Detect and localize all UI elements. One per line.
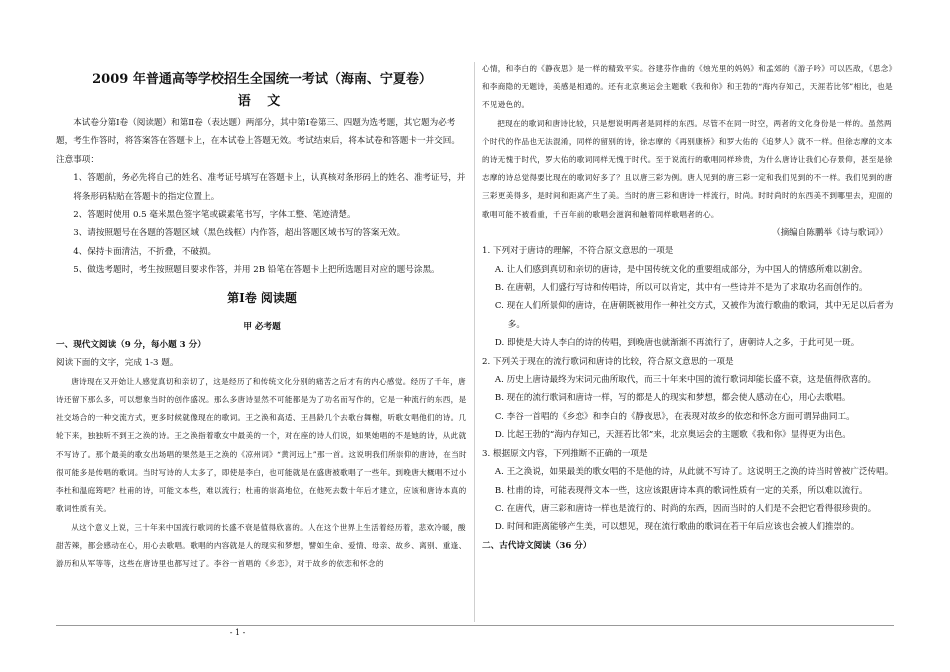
question-option: A. 历史上唐诗最终为宋词元曲所取代，而三十年来中国的流行歌词却能长盛不衰，这是值得欣喜的。: [494, 375, 877, 386]
note-item: 1、答题前，务必先将自己的姓名、准考证号填写在答题卡上，认真核对条形码上的姓名、准考证号，并将条形码粘贴在答题卡的指定位置上。: [73, 173, 466, 202]
question-stem: 1. 下列对于唐诗的理解，不符合原文意思的一项是: [482, 246, 674, 257]
essay-paragraph: 从这个意义上说，三十年来中国流行歌词的长盛不衰是值得欣喜的。人在这个世界上生活着经历着，悲欢冷暖，酸甜苦辣，都会感动在心，用心去歌唱。歌唱的内容就是人的现实和梦想，譬如生命、爱情、母亲、故乡、离别、重逢、游历和从军等等，这些在唐诗里也都写过了。李谷一首唱的《乡恋》，对于故乡的依恋和怀念的: [56, 522, 467, 568]
question-option: B. 现在的流行歌词和唐诗一样，写的都是人的现实和梦想，都会使人感动在心，用心去歌唱。: [494, 393, 851, 404]
exam-intro: 本试卷分第Ⅰ卷（阅读题）和第Ⅱ卷（表达题）两部分，其中第Ⅰ卷第三、四题为选考题，其它题为必考题，考生作答时，将答案答在答题卡上，在本试卷上答题无效。考试结束后，将本试卷和答题卡一并交回。: [56, 118, 460, 147]
question-option: C. 在唐代，唐三彩和唐诗一样也是流行的、时尚的东西，因而当时的人们是不会把它看得很珍贵的。: [494, 503, 877, 514]
question-stem: 3. 根据原文内容，下列推断不正确的一项是: [482, 448, 648, 459]
section-1-instruction: 阅读下面的文字，完成 1-3 题。: [56, 358, 179, 369]
note-item: 4、保持卡面清洁，不折叠，不破损。: [73, 246, 217, 257]
notes-heading: 注意事项：: [56, 154, 99, 165]
footer-rule: [56, 625, 894, 626]
question-option: B. 杜甫的诗，可能表现得文本一些，这应该跟唐诗本真的歌词性质有一定的关系，所以难以流行。: [494, 485, 868, 496]
question-option: A. 让人们感到真切和亲切的唐诗，是中国传统文化的重要组成部分，为中国人的情感所难以割舍。: [494, 264, 868, 275]
part-a-title: 甲 必考题: [243, 321, 281, 332]
essay-source: （摘编自陈鹏举《诗与歌词》）: [771, 227, 888, 238]
subject-title: 语 文: [237, 94, 287, 109]
question-stem: 2. 下列关于现在的流行歌词和唐诗的比较，符合原文意思的一项是: [482, 356, 734, 367]
right-column: [482, 60, 894, 555]
section-1-heading: 一、现代文阅读（9 分，每小题 3 分）: [56, 340, 206, 351]
exam-title: 2009 年普通高等学校招生全国统一考试（海南、宁夏卷）: [92, 72, 432, 87]
question-option: A. 王之涣说，如果最美的歌女唱的不是他的诗，从此就不写诗了。这说明王之涣的诗当时曾被广泛传唱。: [494, 467, 894, 478]
note-item: 2、答题时使用 0.5 毫米黑色签字笔或碳素笔书写，字体工整、笔迹清楚。: [73, 210, 356, 221]
volume-title: 第Ⅰ卷 阅读题: [227, 290, 297, 305]
column-divider: [474, 62, 475, 622]
page-number: - 1 -: [229, 628, 246, 637]
left-column: [56, 60, 468, 573]
question-option: C. 现在人们所景仰的唐诗，在唐朝既被用作一种社交方式，又被作为流行歌曲的歌词，其中无足以后者为多。: [494, 301, 894, 330]
note-item: 3、请按照题号在各题的答题区域（黑色线框）内作答，超出答题区域书写的答案无效。: [73, 228, 406, 239]
essay-paragraph: 唐诗现在又开始让人感觉真切和亲切了，这是经历了和传统文化分别的痛苦之后才有的内心感觉。经历了千年，唐诗还留下那么多，可以想象当时的创作盛况。那么多唐诗显然不可能都是为了功名而写作的，它是一种流行的东西，是社交场合的一种交流方式，更多时候就像现在的歌词。王之涣和高适、王昌龄几个去歌台舞榭，听歌女唱他们的诗。几轮下来，独独听不到王之涣的诗。王之涣指着歌女中最美的一个，对在座的诗人们说，如果她唱的不是她的诗，从此就不写诗了。那个最美的歌女出场唱的果然是王之涣的《凉州词》“黄河远上”那一首。这说明我们所崇仰的唐诗，在当时很可能多是传唱的歌词。当时写诗的人太多了，即使是李白，也可能就是在盛唐被歌唱了一些年。到晚唐大概唱不过小李杜和温庭筠吧？杜甫的诗，可能文本些，难以流行；杜甫的崇高地位，在他死去数十年后才建立，应该和唐诗本真的歌词性质有关。: [56, 376, 467, 514]
question-option: C. 李谷一首唱的《乡恋》和李白的《静夜思》，在表现对故乡的依恋和怀念方面可谓异曲同工。: [494, 411, 855, 422]
note-item: 5、做选考题时，考生按照题目要求作答，并用 2B 铅笔在答题卡上把所选题目对应的题号涂黑。: [73, 265, 440, 276]
section-2-heading: 二、古代诗文阅读（36 分）: [482, 540, 592, 551]
question-option: D. 比起王勃的“海内存知己，天涯若比邻”来，北京奥运会的主题歌《我和你》显得更为出色。: [494, 430, 851, 441]
question-option: B. 在唐朝，人们盛行写诗和传唱诗，所以可以肯定，其中有一些诗并不是为了求取功名而创作的。: [494, 283, 868, 294]
question-option: D. 时间和距离能够产生美，可以想见，现在流行歌曲的歌词在若干年后应该也会被人们推崇的。: [494, 522, 860, 533]
essay-paragraph: 心情，和李白的《静夜思》是一样的精致平实。谷建芬作曲的《烛光里的妈妈》和孟郊的《游子吟》可以匹敌，《思念》和李商隐的无题诗，美感是相通的。还有北京奥运会主题歌《我和你》和王勃的“海内存知己，天涯若比邻”相比，也是不见逊色的。: [482, 64, 893, 110]
essay-paragraph: 把现在的歌词和唐诗比较，只是想说明两者是同样的东西。尽管不在同一时空，两者的文化身份是一样的。虽然两个时代的作品也无法混淆，同样的留别的诗，徐志摩的《再别康桥》和罗大佑的《追梦人》就不一样。但徐志摩的文本的诗无愧于时代，罗大佑的歌词同样无愧于时代。至于说流行的歌唱同样珍贵，为什么唐诗让我们心存景仰，甚至是徐志摩的诗总觉得要比现在的歌词好多了？且以唐三彩为例。唐人见到的唐三彩一定和我们见到的不一样。我们见到的唐三彩更美得多，是时间和距离产生了美。当时的唐三彩和唐诗一样流行，时尚。时时尚时的东西美不到哪里去，迎面的歌唱可能不被看重，千百年前的歌唱会滋润和触着同样歌唱者的心。: [482, 118, 893, 219]
question-option: D. 即使是大诗人李白的诗的传唱，到晚唐也就渐渐不再流行了，唐朝诗人之多，于此可见一斑。: [494, 338, 860, 349]
